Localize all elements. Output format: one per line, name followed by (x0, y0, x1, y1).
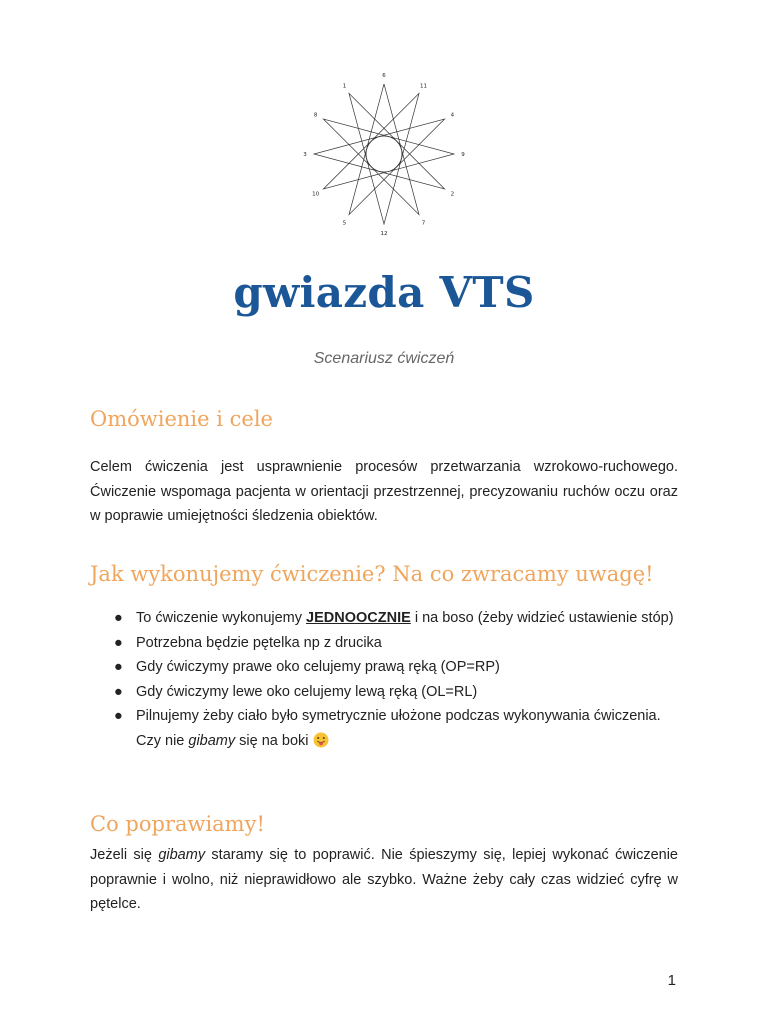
star-number-label: 1 (342, 83, 347, 90)
vts-star-figure (302, 72, 466, 238)
tongue-emoji-icon (313, 732, 329, 748)
italic-text: gibamy (188, 732, 236, 749)
star-number-label: 2 (450, 191, 455, 198)
star-number-label: 8 (313, 112, 318, 119)
page-number: 1 (667, 972, 676, 989)
italic-text: gibamy (158, 847, 206, 863)
section-heading-corrections: Co poprawiamy! (90, 812, 265, 836)
emphasis-text: JEDNOOCZNIE (306, 610, 411, 626)
list-item: ● Pilnujemy żeby ciało było symetrycznie ułożone podczas wykonywania ćwiczenia. Czy nie gibamy się na boki (90, 704, 678, 753)
bullet-dot: ● (114, 708, 123, 724)
bullet-dot: ● (114, 659, 123, 675)
list-item: ● Potrzebna będzie pętelka np z drucika (90, 631, 678, 656)
overview-paragraph: Celem ćwiczenia jest usprawnienie procesów przetwarzania wzrokowo-ruchowego. Ćwiczenie wspomaga pacjenta w orientacji przestrzennej, precyzowaniu ruchów oczu oraz w poprawie umiejętności śledzenia obiektów. (90, 459, 678, 524)
bullet-dot: ● (114, 683, 123, 700)
star-number-label: 7 (421, 220, 426, 227)
section-heading-overview: Omówienie i cele (90, 407, 273, 431)
instructions-list (90, 606, 678, 753)
star-number-label: 6 (382, 73, 386, 79)
star-lines (314, 84, 454, 227)
star-labels (303, 73, 465, 237)
star-polygon (314, 84, 454, 227)
list-item: ● Gdy ćwiczymy prawe oko celujemy prawą ręką (OP=RP) (90, 655, 678, 680)
star-number-label: 3 (303, 152, 307, 158)
bullet-dot: ● (114, 634, 123, 651)
star-number-label: 11 (420, 83, 427, 90)
star-number-label: 9 (461, 152, 465, 158)
star-number-label: 10 (312, 191, 320, 198)
page-title: gwiazda VTS (233, 268, 535, 317)
star-number-label: 12 (380, 231, 388, 237)
star-number-label: 4 (450, 112, 455, 119)
list-item: ● Gdy ćwiczymy lewe oko celujemy lewą ręką (OL=RL) (90, 680, 678, 705)
page-subtitle: Scenariusz ćwiczeń (313, 350, 455, 367)
list-item: ● To ćwiczenie wykonujemy JEDNOOCZNIE i na boso (żeby widzieć ustawienie stóp) (90, 606, 678, 631)
corrections-paragraph: Jeżeli się gibamy staramy się to poprawić. Nie śpieszymy się, lepiej wykonać ćwiczenie poprawnie i wolno, niż nieprawidłowo ale szybko. Ważne żeby cały czas widzieć cyfrę w pętelce. (90, 847, 678, 912)
bullet-dot: ● (114, 610, 123, 626)
star-number-label: 5 (342, 220, 347, 227)
section-heading-how: Jak wykonujemy ćwiczenie? Na co zwracamy uwagę! (90, 562, 654, 586)
star-center-circle (366, 136, 402, 172)
